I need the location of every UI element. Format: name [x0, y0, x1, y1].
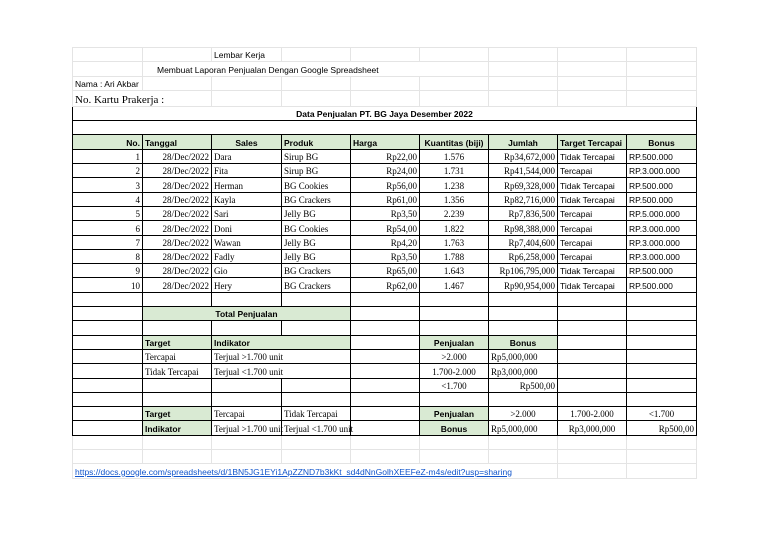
- row-jumlah: Rp41,544,000: [489, 164, 558, 178]
- row-jumlah: Rp90,954,000: [489, 278, 558, 292]
- column-header: Tanggal: [143, 135, 212, 149]
- row-tanggal: 28/Dec/2022: [143, 235, 212, 249]
- column-header: Produk: [282, 135, 351, 149]
- row-bonus: RP.500.000: [627, 264, 697, 278]
- horizontal-indikator-row: Indikator Terjual >1.700 unit Terjual <1.700 unit Bonus Rp5,000,000 Rp3,000,000 Rp500,00: [73, 421, 697, 435]
- row-target: Tidak Tercapai: [558, 178, 627, 192]
- spreadsheet-link[interactable]: https://docs.google.com/spreadsheets/d/1BN5JG1EYi1ApZZND7b3kKt_sd4dNnGolhXEEFeZ-m4s/edit?usp=sharing: [73, 464, 558, 478]
- total-row: [73, 307, 697, 321]
- criteria-header-row: [73, 335, 697, 349]
- row-produk: Sirup BG: [282, 164, 351, 178]
- table-row: [73, 278, 697, 292]
- row-kuantitas: 1.643: [420, 264, 489, 278]
- table-row: [73, 235, 697, 249]
- sheet-grid: [72, 47, 697, 479]
- row-kuantitas: 1.822: [420, 221, 489, 235]
- row-bonus: RP.3.000.000: [627, 235, 697, 249]
- column-header: Bonus: [627, 135, 697, 149]
- table-row: [73, 264, 697, 278]
- row-bonus: RP.500.000: [627, 192, 697, 206]
- row-target: Tercapai: [558, 206, 627, 220]
- table-row: [73, 149, 697, 163]
- row-kuantitas: 1.763: [420, 235, 489, 249]
- criteria-row: Tidak Tercapai Terjual <1.700 unit 1.700-2.000 Rp3,000,000: [73, 364, 697, 378]
- column-header: Harga: [351, 135, 420, 149]
- table-row: [73, 221, 697, 235]
- row-sales: Herman: [212, 178, 282, 192]
- row-harga: Rp56,00: [351, 178, 420, 192]
- row-bonus: RP.3.000.000: [627, 249, 697, 263]
- row-sales: Kayla: [212, 192, 282, 206]
- column-header-row: [73, 135, 697, 149]
- spreadsheet: [72, 47, 696, 479]
- row-harga: Rp54,00: [351, 221, 420, 235]
- criteria-row: <1.700 Rp500,00: [73, 378, 697, 392]
- row-no: 3: [73, 178, 143, 192]
- row-harga: Rp61,00: [351, 192, 420, 206]
- row-jumlah: Rp34,672,000: [489, 149, 558, 163]
- row-jumlah: Rp82,716,000: [489, 192, 558, 206]
- bonus-bonus-header: Bonus: [489, 335, 558, 349]
- no-kartu-label: No. Kartu Prakerja :: [73, 90, 212, 106]
- row-bonus: RP.500.000: [627, 149, 697, 163]
- blank-row: [73, 450, 697, 464]
- row-produk: Jelly BG: [282, 206, 351, 220]
- row-no: 1: [73, 149, 143, 163]
- row-tanggal: 28/Dec/2022: [143, 264, 212, 278]
- row-tanggal: 28/Dec/2022: [143, 192, 212, 206]
- nama-label: Nama : Ari Akbar: [73, 76, 143, 90]
- row-no: 10: [73, 278, 143, 292]
- row-harga: Rp4,20: [351, 235, 420, 249]
- column-header: Sales: [212, 135, 282, 149]
- row-target: Tidak Tercapai: [558, 264, 627, 278]
- row-no: 2: [73, 164, 143, 178]
- row-bonus: RP.3.000.000: [627, 164, 697, 178]
- row-bonus: RP.500.000: [627, 278, 697, 292]
- row-jumlah: Rp69,328,000: [489, 178, 558, 192]
- criteria-row: Tercapai Terjual >1.700 unit >2.000 Rp5,000,000: [73, 349, 697, 363]
- row-kuantitas: 1.356: [420, 192, 489, 206]
- table-row: [73, 206, 697, 220]
- spacer-row: [73, 121, 697, 135]
- row-jumlah: Rp6,258,000: [489, 249, 558, 263]
- table-row: [73, 192, 697, 206]
- row-produk: BG Cookies: [282, 178, 351, 192]
- row-harga: Rp62,00: [351, 278, 420, 292]
- header-row-2: [73, 62, 697, 76]
- row-sales: Wawan: [212, 235, 282, 249]
- row-tanggal: 28/Dec/2022: [143, 178, 212, 192]
- criteria-target-header: Target: [143, 335, 212, 349]
- row-bonus: RP.5.000.000: [627, 206, 697, 220]
- row-no: 9: [73, 264, 143, 278]
- lembar-kerja-label: Lembar Kerja: [212, 48, 282, 62]
- row-tanggal: 28/Dec/2022: [143, 149, 212, 163]
- row-sales: Fadly: [212, 249, 282, 263]
- row-target: Tercapai: [558, 249, 627, 263]
- row-sales: Hery: [212, 278, 282, 292]
- total-penjualan-label: Total Penjualan: [143, 307, 351, 321]
- row-kuantitas: 1.467: [420, 278, 489, 292]
- row-kuantitas: 1.576: [420, 149, 489, 163]
- subtitle: Membuat Laporan Penjualan Dengan Google Spreadsheet: [143, 62, 489, 76]
- row-target: Tercapai: [558, 164, 627, 178]
- row-target: Tercapai: [558, 221, 627, 235]
- blank-row: [73, 292, 697, 306]
- row-jumlah: Rp7,836,500: [489, 206, 558, 220]
- table-title: Data Penjualan PT. BG Jaya Desember 2022: [73, 106, 697, 120]
- row-no: 7: [73, 235, 143, 249]
- row-target: Tercapai: [558, 235, 627, 249]
- column-header: Jumlah: [489, 135, 558, 149]
- row-produk: BG Crackers: [282, 264, 351, 278]
- header-row-3: [73, 76, 697, 90]
- row-no: 8: [73, 249, 143, 263]
- row-sales: Dara: [212, 149, 282, 163]
- row-produk: BG Crackers: [282, 192, 351, 206]
- row-produk: BG Cookies: [282, 221, 351, 235]
- header-row-1: [73, 48, 697, 62]
- row-target: Tidak Tercapai: [558, 278, 627, 292]
- row-jumlah: Rp106,795,000: [489, 264, 558, 278]
- row-no: 6: [73, 221, 143, 235]
- criteria-indikator-header: Indikator: [212, 335, 351, 349]
- row-kuantitas: 1.731: [420, 164, 489, 178]
- row-sales: Gio: [212, 264, 282, 278]
- column-header: No.: [73, 135, 143, 149]
- table-row: [73, 249, 697, 263]
- bonus-penjualan-header: Penjualan: [420, 335, 489, 349]
- row-harga: Rp3,50: [351, 249, 420, 263]
- column-header: Target Tercapai: [558, 135, 627, 149]
- row-jumlah: Rp98,388,000: [489, 221, 558, 235]
- row-produk: Jelly BG: [282, 235, 351, 249]
- row-tanggal: 28/Dec/2022: [143, 249, 212, 263]
- table-row: [73, 178, 697, 192]
- row-harga: Rp3,50: [351, 206, 420, 220]
- row-sales: Sari: [212, 206, 282, 220]
- row-tanggal: 28/Dec/2022: [143, 164, 212, 178]
- blank-row: [73, 392, 697, 406]
- row-kuantitas: 1.788: [420, 249, 489, 263]
- row-tanggal: 28/Dec/2022: [143, 278, 212, 292]
- row-target: Tidak Tercapai: [558, 149, 627, 163]
- row-produk: Jelly BG: [282, 249, 351, 263]
- row-harga: Rp22,00: [351, 149, 420, 163]
- row-target: Tidak Tercapai: [558, 192, 627, 206]
- row-tanggal: 28/Dec/2022: [143, 221, 212, 235]
- row-tanggal: 28/Dec/2022: [143, 206, 212, 220]
- row-produk: BG Crackers: [282, 278, 351, 292]
- row-harga: Rp65,00: [351, 264, 420, 278]
- row-bonus: RP.500.000: [627, 178, 697, 192]
- blank-row: [73, 435, 697, 449]
- row-no: 5: [73, 206, 143, 220]
- column-header: Kuantitas (biji): [420, 135, 489, 149]
- row-jumlah: Rp7,404,600: [489, 235, 558, 249]
- title-row: [73, 106, 697, 120]
- horizontal-target-row: Target Tercapai Tidak Tercapai Penjualan >2.000 1.700-2.000 <1.700: [73, 407, 697, 421]
- link-row: [73, 464, 697, 478]
- row-no: 4: [73, 192, 143, 206]
- blank-row: [73, 321, 697, 335]
- row-sales: Doni: [212, 221, 282, 235]
- row-kuantitas: 1.238: [420, 178, 489, 192]
- data-rows: [73, 149, 697, 292]
- header-row-4: [73, 90, 697, 106]
- row-harga: Rp24,00: [351, 164, 420, 178]
- row-kuantitas: 2.239: [420, 206, 489, 220]
- row-sales: Fita: [212, 164, 282, 178]
- row-bonus: RP.3.000.000: [627, 221, 697, 235]
- row-produk: Sirup BG: [282, 149, 351, 163]
- table-row: [73, 164, 697, 178]
